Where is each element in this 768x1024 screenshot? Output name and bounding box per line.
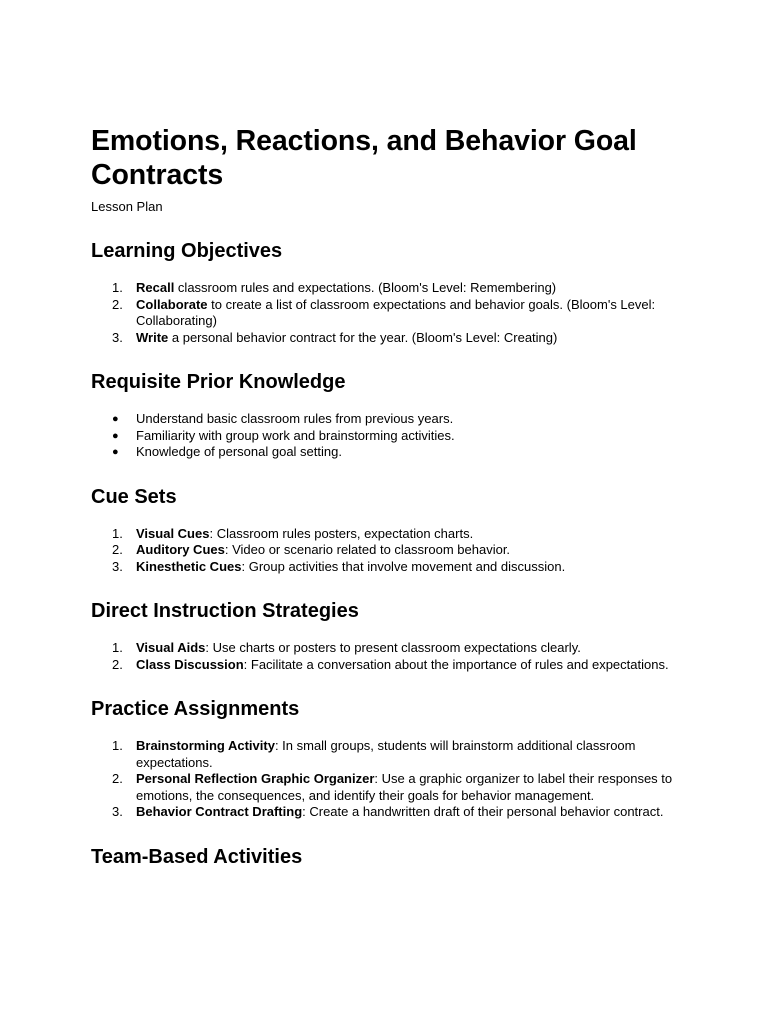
item-term: Class Discussion: [136, 656, 244, 672]
item-term: Collaborate: [136, 296, 208, 312]
objectives-list: [91, 280, 681, 346]
bullet-icon: ●: [112, 413, 119, 425]
list-item: [91, 657, 681, 674]
item-text: : Classroom rules posters, expectation charts.: [209, 525, 474, 541]
list-item: [91, 526, 681, 543]
list-marker: 3.: [112, 804, 123, 819]
item-text: : Group activities that involve movement and discussion.: [241, 558, 566, 574]
list-item: [91, 330, 681, 347]
list-item: [91, 640, 681, 657]
section-learning-objectives: [91, 239, 681, 346]
item-text: : Use a graphic organizer to label their responses to emotions, the consequences, and identify their goals for behavior management.: [136, 771, 673, 803]
list-item: [91, 411, 681, 428]
item-text: Understand basic classroom rules from previous years.: [136, 411, 454, 426]
item-text: : Create a handwritten draft of their personal behavior contract.: [302, 804, 664, 819]
item-text: Familiarity with group work and brainstorming activities.: [136, 427, 455, 443]
item-text: : Video or scenario related to classroom behavior.: [224, 542, 511, 557]
list-item: [91, 804, 681, 821]
list-marker: 1.: [112, 738, 123, 753]
item-term: Visual Cues: [136, 525, 210, 541]
item-text: to create a list of classroom expectations and behavior goals. (Bloom's Level: Collaborating): [136, 296, 656, 328]
list-item: [91, 444, 681, 461]
list-marker: 1.: [112, 280, 123, 295]
section-direct-instruction: [91, 599, 681, 673]
section-prior-knowledge: [91, 370, 681, 461]
bullet-icon: ●: [112, 429, 119, 442]
item-text: : Use charts or posters to present classroom expectations clearly.: [205, 640, 581, 655]
list-item: [91, 297, 681, 330]
item-text: : Facilitate a conversation about the importance of rules and expectations.: [243, 656, 669, 672]
bullet-icon: ●: [112, 446, 119, 458]
list-marker: 1.: [112, 525, 123, 541]
item-text: Knowledge of personal goal setting.: [136, 444, 342, 459]
cue-sets-list: [91, 526, 681, 576]
section-heading: Requisite Prior Knowledge: [91, 371, 346, 393]
item-term: Kinesthetic Cues: [136, 558, 242, 574]
item-text: a personal behavior contract for the year. (Bloom's Level: Creating): [168, 329, 558, 345]
section-heading: Practice Assignments: [91, 698, 300, 720]
section-practice-assignments: [91, 697, 681, 821]
list-marker: 3.: [112, 329, 123, 345]
item-term: Recall: [136, 280, 175, 295]
list-marker: 1.: [112, 640, 123, 655]
item-text: classroom rules and expectations. (Bloom's Level: Remembering): [174, 280, 557, 295]
document-subtitle: Lesson Plan: [91, 199, 163, 214]
list-item: [91, 559, 681, 576]
item-term: Personal Reflection Graphic Organizer: [136, 771, 375, 786]
list-item: [91, 738, 681, 771]
prior-knowledge-list: [91, 411, 681, 461]
list-marker: 2.: [112, 542, 123, 557]
section-heading: Cue Sets: [91, 485, 177, 508]
item-term: Write: [136, 329, 169, 345]
list-item: [91, 428, 681, 445]
section-heading: Direct Instruction Strategies: [91, 600, 359, 622]
document-title: Emotions, Reactions, and Behavior Goal Contracts: [91, 125, 637, 191]
list-item: [91, 280, 681, 297]
list-marker: 3.: [112, 558, 123, 574]
list-marker: 2.: [112, 656, 123, 672]
document-page: [91, 124, 681, 869]
section-team-based-activities: [91, 845, 681, 869]
section-heading: Learning Objectives: [91, 240, 283, 262]
practice-assignments-list: [91, 738, 681, 821]
item-term: Behavior Contract Drafting: [136, 804, 303, 819]
list-marker: 2.: [112, 771, 123, 786]
item-text: : In small groups, students will brainstorm additional classroom expectations.: [136, 738, 636, 770]
direct-instruction-list: [91, 640, 681, 673]
item-term: Auditory Cues: [136, 542, 225, 557]
section-heading: Team-Based Activities: [91, 845, 303, 868]
list-item: [91, 771, 681, 804]
section-cue-sets: [91, 485, 681, 576]
item-term: Visual Aids: [136, 640, 206, 655]
list-item: [91, 542, 681, 559]
item-term: Brainstorming Activity: [136, 738, 275, 753]
list-marker: 2.: [112, 296, 123, 312]
